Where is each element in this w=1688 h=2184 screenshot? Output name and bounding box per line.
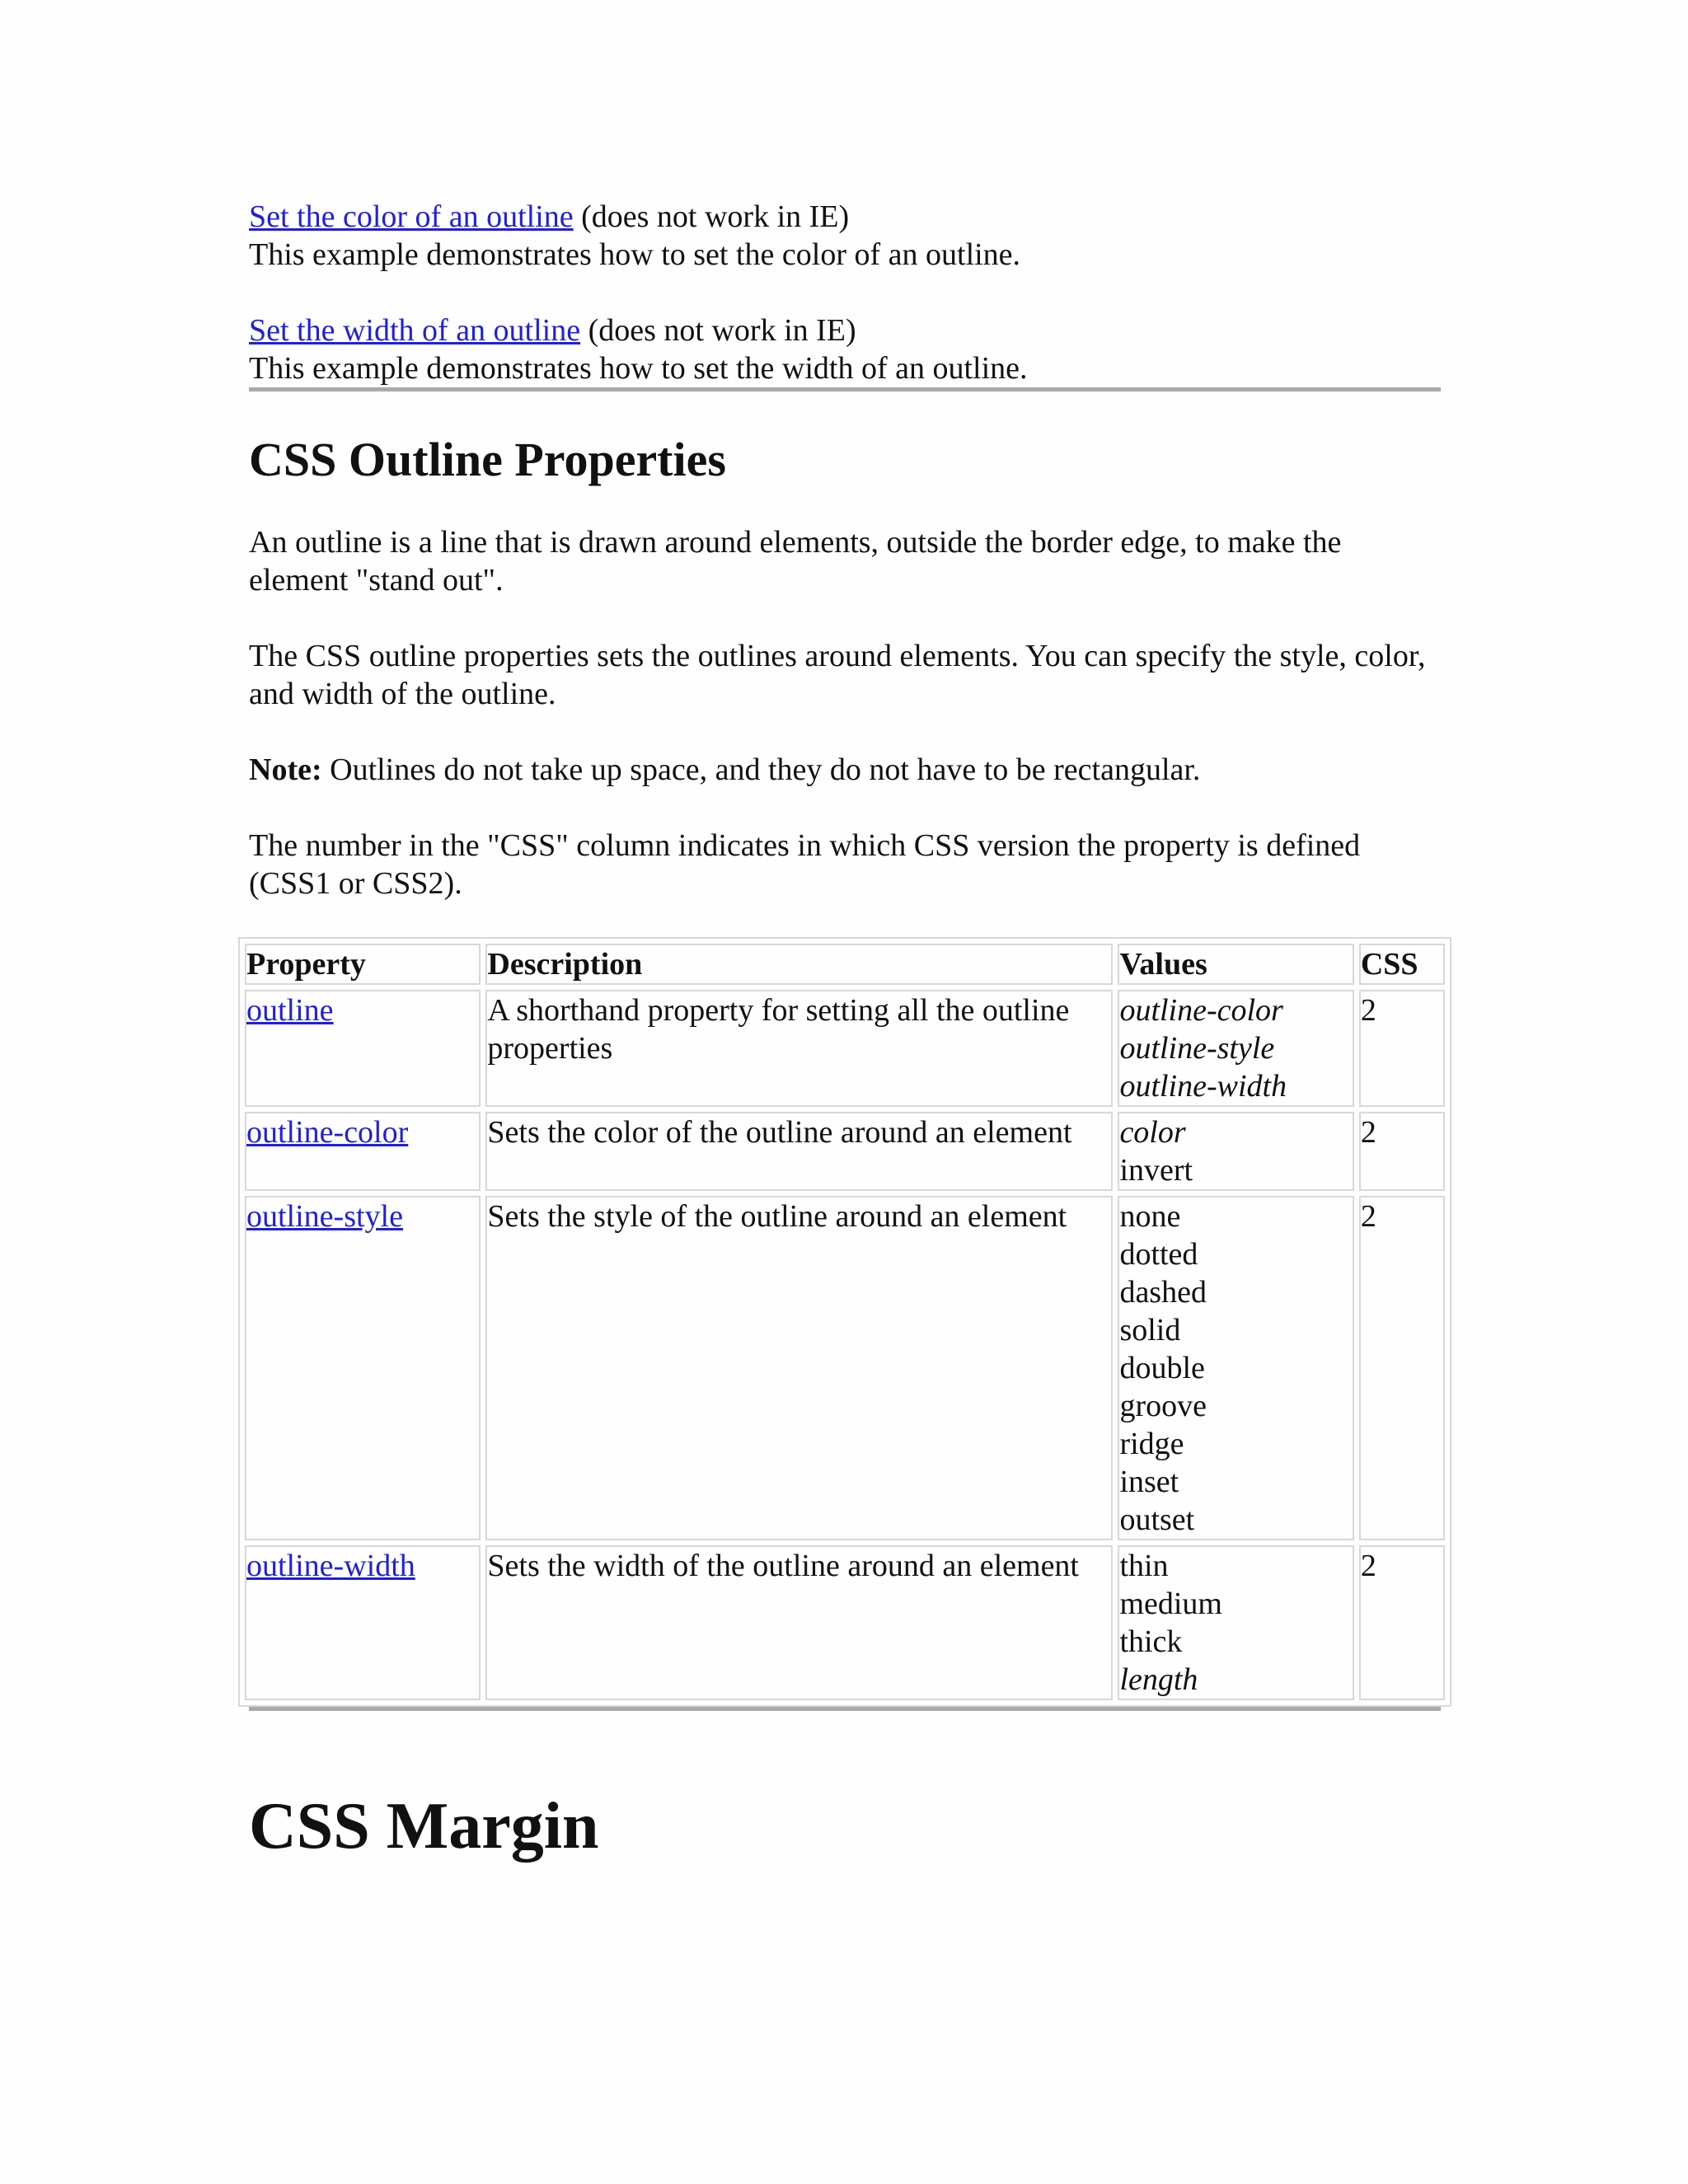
value-item: invert <box>1119 1153 1193 1188</box>
header-values: Values <box>1118 944 1353 985</box>
property-link-outline-style[interactable]: outline-style <box>246 1199 403 1234</box>
values-cell <box>1118 990 1353 1107</box>
header-css: CSS <box>1359 944 1445 985</box>
example-note: (does not work in IE) <box>573 199 850 234</box>
table-header-row <box>245 944 1445 985</box>
value-item: outset <box>1119 1502 1195 1537</box>
value-item: dotted <box>1119 1237 1198 1272</box>
property-cell <box>245 1196 481 1540</box>
horizontal-divider <box>249 387 1441 391</box>
value-item: outline-color <box>1119 993 1283 1028</box>
value-item: double <box>1119 1351 1205 1385</box>
values-cell <box>1118 1112 1353 1191</box>
css-version-cell: 2 <box>1359 1545 1445 1700</box>
table-row <box>245 1545 1445 1700</box>
property-link-outline[interactable]: outline <box>246 993 334 1028</box>
value-item: groove <box>1119 1389 1207 1423</box>
property-cell <box>245 990 481 1107</box>
description-cell: Sets the width of the outline around an element <box>485 1545 1113 1700</box>
header-property: Property <box>245 944 481 985</box>
table-row <box>245 990 1445 1107</box>
value-item: thick <box>1119 1624 1183 1659</box>
table-row <box>245 1196 1445 1540</box>
css-version-cell: 2 <box>1359 1112 1445 1191</box>
value-item: length <box>1119 1662 1198 1697</box>
value-item: color <box>1119 1115 1186 1150</box>
value-item: medium <box>1119 1586 1222 1621</box>
description-cell: A shorthand property for setting all the outline properties <box>485 990 1113 1107</box>
description-cell: Sets the style of the outline around an element <box>485 1196 1113 1540</box>
value-item: outline-width <box>1119 1069 1287 1104</box>
next-section-heading: CSS Margin <box>249 1790 599 1863</box>
properties-table <box>238 937 1451 1707</box>
example-note: (does not work in IE) <box>580 313 856 348</box>
header-description: Description <box>485 944 1113 985</box>
value-item: none <box>1119 1199 1181 1234</box>
values-cell <box>1118 1196 1353 1540</box>
value-item: inset <box>1119 1465 1179 1499</box>
property-cell <box>245 1545 481 1700</box>
css-version-cell: 2 <box>1359 1196 1445 1540</box>
css-version-cell: 2 <box>1359 990 1445 1107</box>
horizontal-divider <box>249 1707 1441 1711</box>
note-text: Outlines do not take up space, and they do not have to be rectangular. <box>321 752 1201 787</box>
properties-paragraph: The CSS outline properties sets the outlines around elements. You can specify the style, color, and width of the outline. <box>249 639 1426 711</box>
value-item: dashed <box>1119 1275 1207 1310</box>
example-link-outline-width[interactable]: Set the width of an outline <box>249 313 581 348</box>
note-paragraph <box>249 751 1441 789</box>
values-cell <box>1118 1545 1353 1700</box>
property-link-outline-width[interactable]: outline-width <box>246 1549 415 1583</box>
example-description: This example demonstrates how to set the color of an outline. <box>249 237 1021 272</box>
note-label: Note: <box>249 752 322 787</box>
intro-paragraph: An outline is a line that is drawn around elements, outside the border edge, to make the element "stand out". <box>249 525 1342 598</box>
document-page <box>246 198 1441 1866</box>
example-outline-color <box>249 198 1441 274</box>
value-item: thin <box>1119 1549 1169 1583</box>
css-column-paragraph: The number in the "CSS" column indicates in which CSS version the property is defined (CSS1 or CSS2). <box>249 828 1361 901</box>
description-cell: Sets the color of the outline around an element <box>485 1112 1113 1191</box>
value-item: ridge <box>1119 1427 1184 1461</box>
property-link-outline-color[interactable]: outline-color <box>246 1115 409 1150</box>
property-cell <box>245 1112 481 1191</box>
section-heading: CSS Outline Properties <box>249 433 726 486</box>
example-link-outline-color[interactable]: Set the color of an outline <box>249 199 574 234</box>
example-description: This example demonstrates how to set the width of an outline. <box>249 351 1028 386</box>
example-outline-width <box>249 312 1441 387</box>
value-item: outline-style <box>1119 1031 1275 1066</box>
table-row <box>245 1112 1445 1191</box>
properties-table-wrapper <box>238 937 1441 1707</box>
value-item: solid <box>1119 1313 1181 1347</box>
